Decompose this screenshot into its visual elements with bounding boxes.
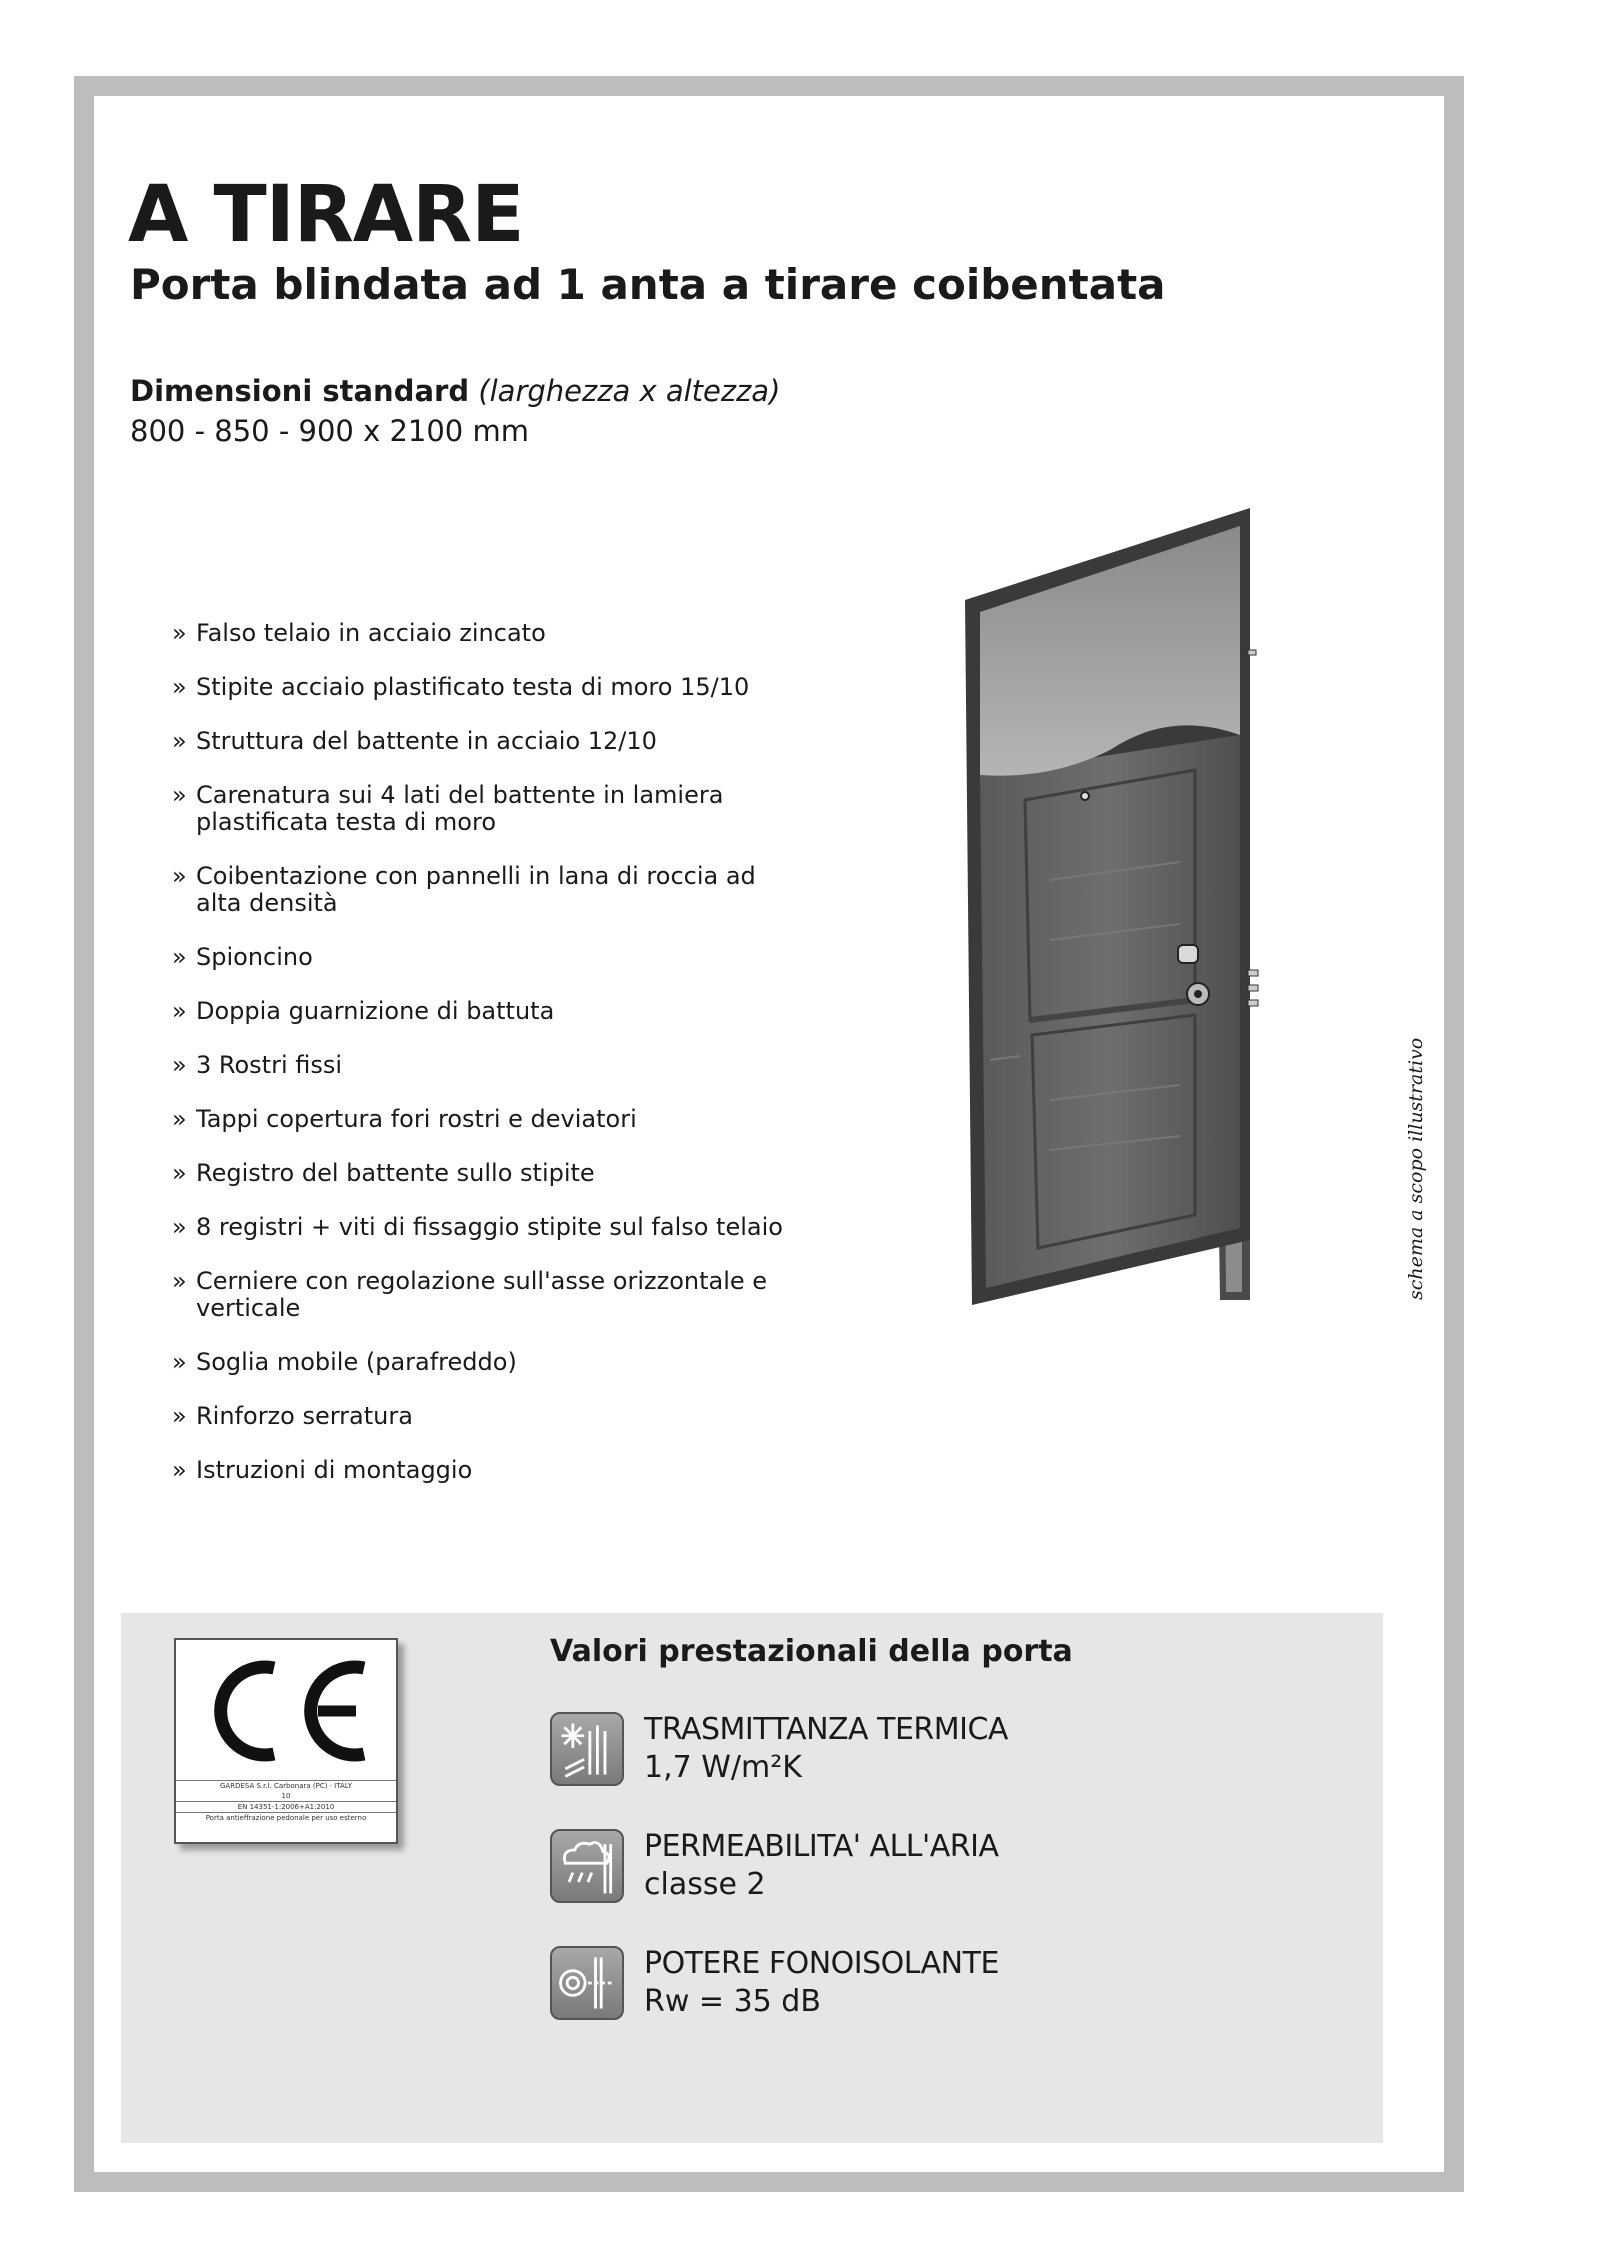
feature-item: » Struttura del battente in acciaio 12/10 (172, 728, 812, 755)
door-illustration (950, 500, 1280, 1330)
peephole-icon (1081, 792, 1089, 800)
sound-insulation-icon (550, 1946, 624, 2020)
performance-value: Rw = 35 dB (644, 1984, 821, 2019)
feature-item: » Cerniere con regolazione sull'asse orizzontale e verticale (172, 1268, 776, 1322)
performance-value: classe 2 (644, 1867, 766, 1902)
feature-item: » Spioncino (172, 944, 812, 971)
dimensions-note: (larghezza x altezza) (478, 374, 781, 408)
feature-item: » Registro del battente sullo stipite (172, 1160, 812, 1187)
ce-label-text (176, 1780, 396, 1823)
ce-line: GARDESA S.r.l. Carbonara (PC) · ITALY (176, 1780, 396, 1791)
page-subtitle: Porta blindata ad 1 anta a tirare coibentata (130, 260, 1166, 309)
dimensions-heading (130, 374, 780, 409)
illustration-note: schema a scopo illustrativo (1405, 1037, 1427, 1300)
page-title: A TIRARE (128, 170, 524, 260)
ce-line: Porta antieffrazione pedonale per uso esterno (176, 1812, 396, 1823)
air-permeability-icon (550, 1829, 624, 1903)
feature-item: » Falso telaio in acciaio zincato (172, 620, 812, 647)
dimensions-value: 800 - 850 - 900 x 2100 mm (130, 414, 529, 448)
performance-title: Valori prestazionali della porta (550, 1634, 1073, 1669)
ce-line: 10 (281, 1792, 291, 1800)
performance-name: TRASMITTANZA TERMICA (644, 1712, 1008, 1747)
feature-item: » 3 Rostri fissi (172, 1052, 812, 1079)
feature-item: » Istruzioni di montaggio (172, 1457, 812, 1484)
feature-item: » Soglia mobile (parafreddo) (172, 1349, 812, 1376)
door-handle (1178, 945, 1198, 963)
ce-mark-icon (196, 1656, 376, 1766)
dimensions-label: Dimensioni standard (130, 374, 470, 408)
performance-name: POTERE FONOISOLANTE (644, 1946, 999, 1981)
thermal-icon (550, 1712, 624, 1786)
feature-item: » Rinforzo serratura (172, 1403, 812, 1430)
feature-item: » Coibentazione con pannelli in lana di roccia ad alta densità (172, 863, 766, 917)
ce-label (174, 1638, 398, 1844)
performance-value: 1,7 W/m²K (644, 1750, 802, 1785)
feature-item: » Doppia guarnizione di battuta (172, 998, 812, 1025)
performance-name: PERMEABILITA' ALL'ARIA (644, 1829, 999, 1864)
feature-item: » 8 registri + viti di fissaggio stipite sul falso telaio (172, 1214, 812, 1241)
feature-item: » Carenatura sui 4 lati del battente in lamiera plastificata testa di moro (172, 782, 736, 836)
ce-line: EN 14351-1:2006+A1:2010 (176, 1801, 396, 1812)
feature-item: » Tappi copertura fori rostri e deviatori (172, 1106, 812, 1133)
feature-item: » Stipite acciaio plastificato testa di moro 15/10 (172, 674, 812, 701)
feature-list (172, 620, 812, 1511)
